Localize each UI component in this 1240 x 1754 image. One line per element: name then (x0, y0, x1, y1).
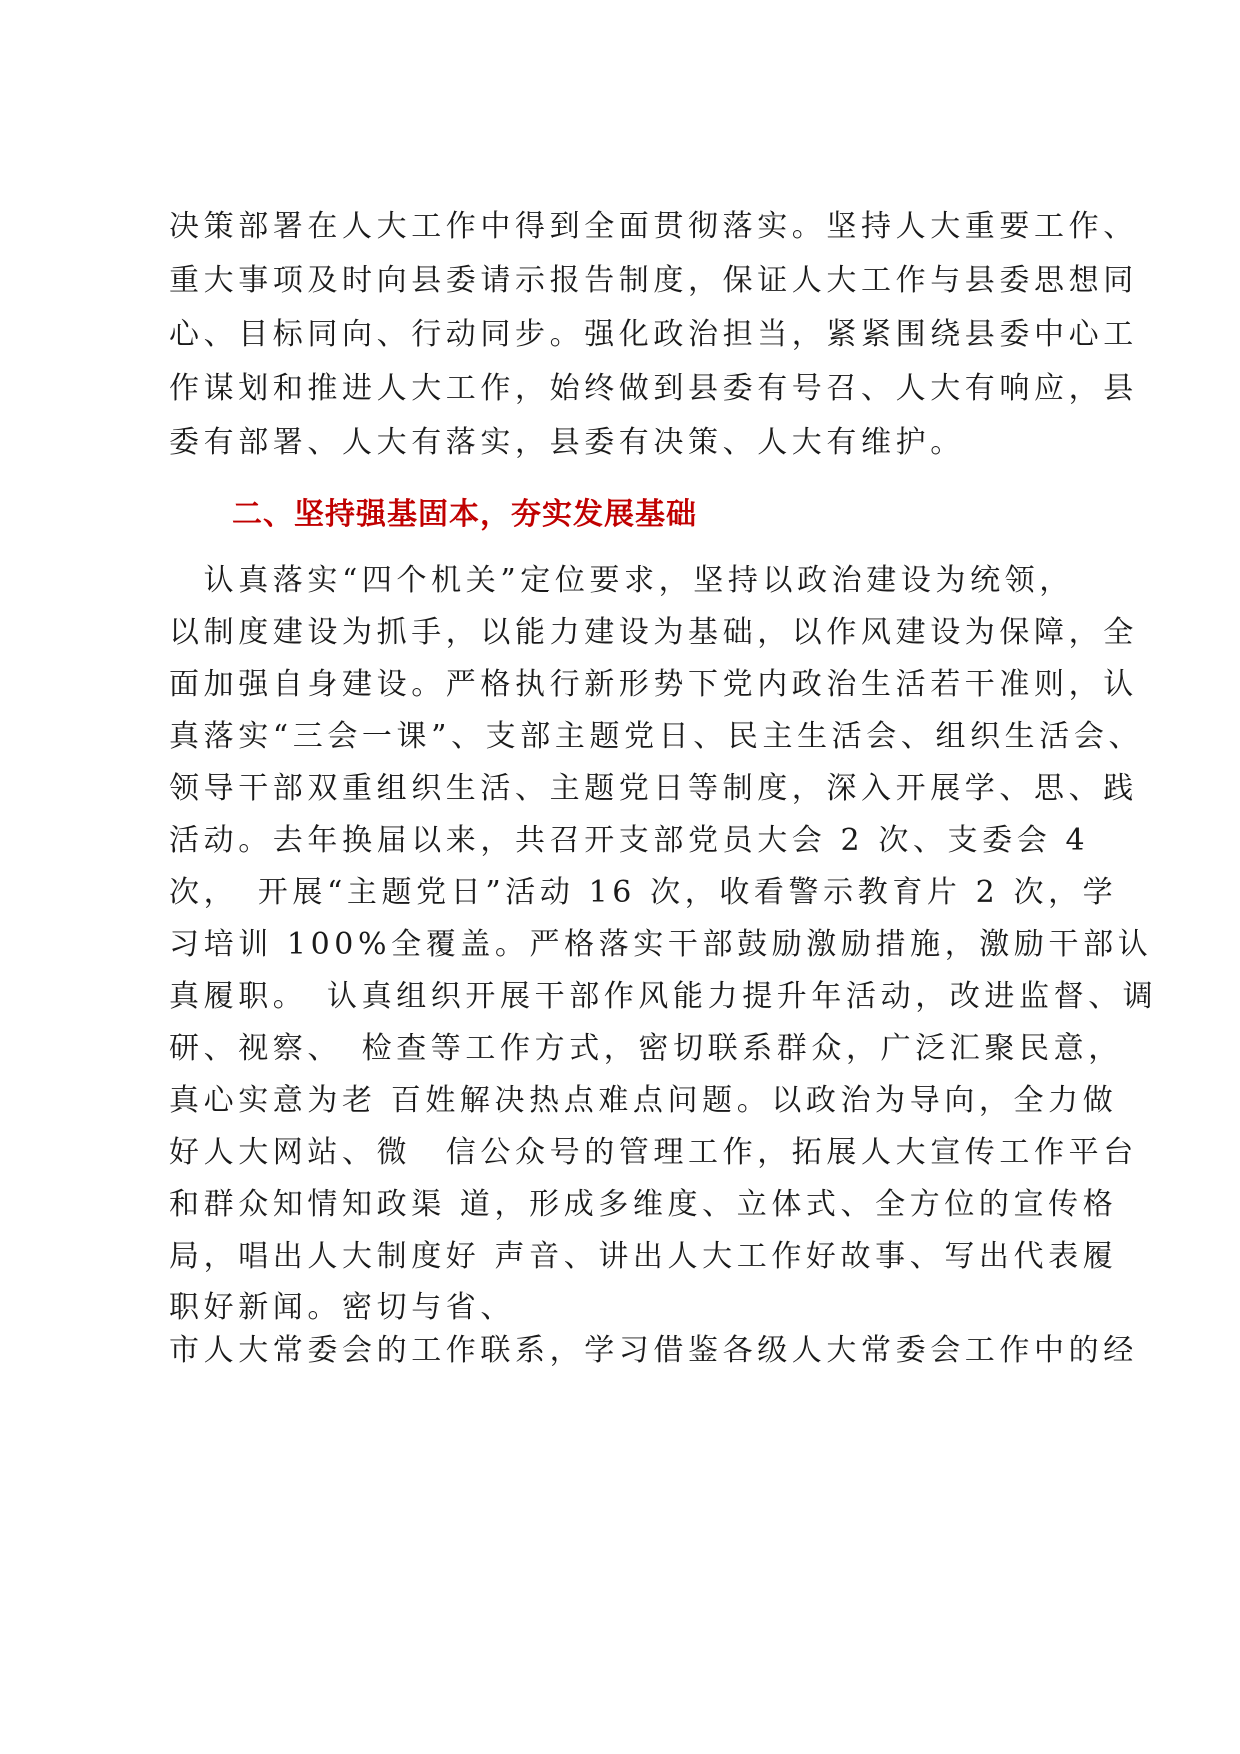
section-heading: 二、坚持强基固本，夯实发展基础 (232, 497, 697, 532)
paragraph-line: 局，唱出人大制度好 声音、讲出人大工作好故事、写出代表履 (169, 1239, 1118, 1274)
paragraph-line: 真心实意为老 百姓解决热点难点问题。以政治为导向，全力做 (169, 1083, 1118, 1118)
paragraph-line: 和群众知情知政渠 道，形成多维度、立体式、全方位的宣传格 (169, 1187, 1118, 1222)
paragraph-line: 委有部署、人大有落实，县委有决策、人大有维护。 (169, 425, 965, 460)
paragraph-line: 领导干部双重组织生活、主题党日等制度，深入开展学、思、践 (169, 771, 1138, 806)
paragraph-line: 市人大常委会的工作联系，学习借鉴各级人大常委会工作中的经 (169, 1333, 1138, 1368)
paragraph-line: 心、目标同向、行动同步。强化政治担当，紧紧围绕县委中心工 (169, 317, 1138, 352)
paragraph-line: 研、视察、 检查等工作方式，密切联系群众，广泛汇聚民意， (169, 1031, 1123, 1066)
paragraph-line: 重大事项及时向县委请示报告制度，保证人大工作与县委思想同 (169, 263, 1138, 298)
paragraph-line: 作谋划和推进人大工作，始终做到县委有号召、人大有响应，县 (169, 371, 1138, 406)
paragraph-line: 面加强自身建设。严格执行新形势下党内政治生活若干准则，认 (169, 667, 1138, 702)
paragraph-line: 次， 开展“主题党日”活动 16 次，收看警示教育片 2 次，学 (169, 875, 1118, 910)
paragraph-line: 活动。去年换届以来，共召开支部党员大会 2 次、支委会 4 (169, 823, 1090, 858)
paragraph-line: 职好新闻。密切与省、 (169, 1290, 515, 1325)
paragraph-line: 真落实“三会一课”、支部主题党日、民主生活会、组织生活会、 (169, 719, 1144, 754)
paragraph-line: 好人大网站、微 信公众号的管理工作，拓展人大宣传工作平台 (169, 1135, 1138, 1170)
paragraph-line: 决策部署在人大工作中得到全面贯彻落实。坚持人大重要工作、 (169, 209, 1138, 244)
paragraph-line: 认真落实“四个机关”定位要求，坚持以政治建设为统领， (169, 563, 1074, 598)
paragraph-line: 以制度建设为抓手，以能力建设为基础，以作风建设为保障，全 (169, 615, 1138, 650)
paragraph-line: 真履职。 认真组织开展干部作风能力提升年活动，改进监督、调 (169, 979, 1158, 1014)
paragraph-line: 习培训 100%全覆盖。严格落实干部鼓励激励措施，激励干部认 (169, 927, 1153, 962)
